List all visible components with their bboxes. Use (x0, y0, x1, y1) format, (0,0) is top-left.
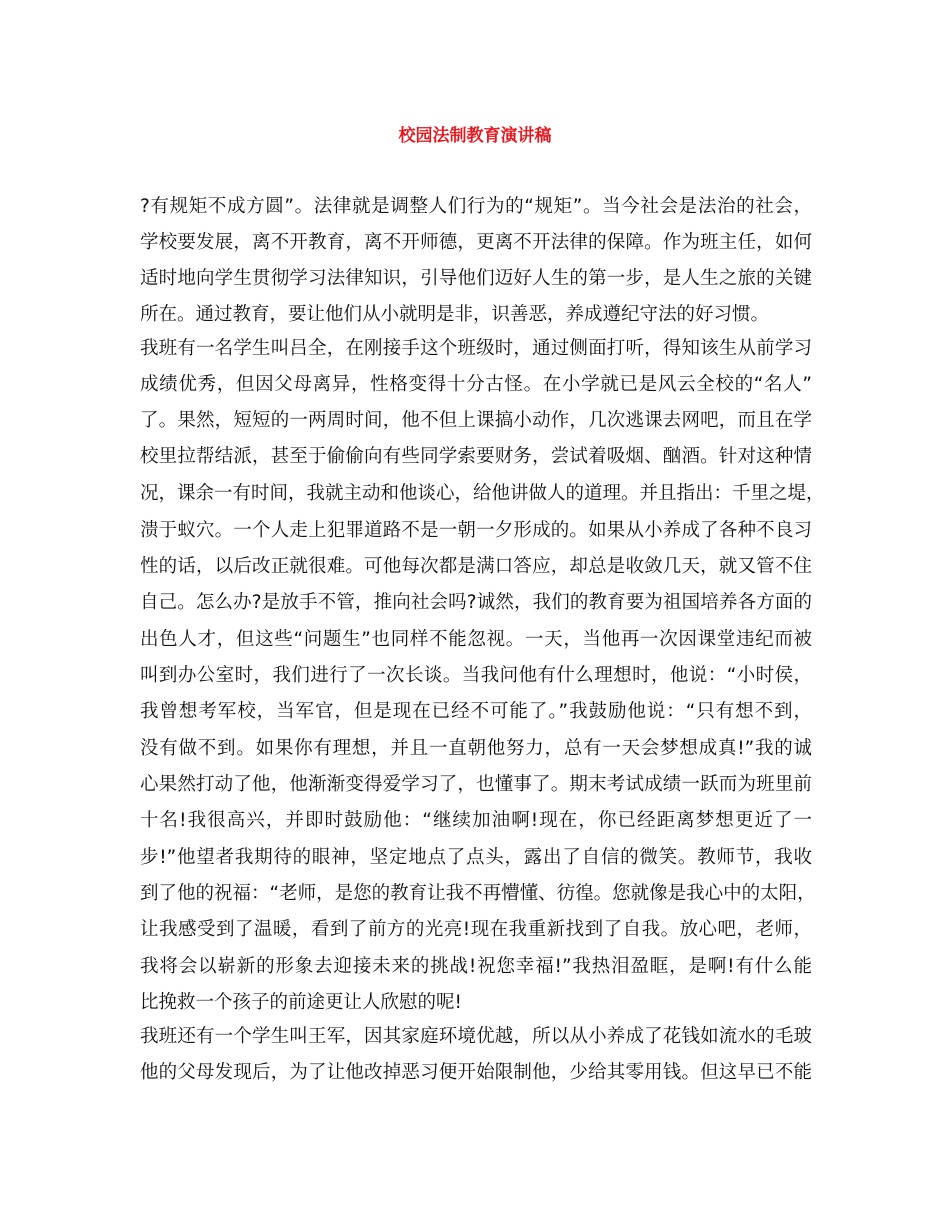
body-line: 我班还有一个学生叫王军，因其家庭环境优越，所以从小养成了花钱如流水的毛玻 (140, 1026, 812, 1047)
body-line: 让我感受到了温暖，看到了前方的光亮!现在我重新找到了自我。放心吧，老师， (140, 919, 812, 940)
body-line: 他的父母发现后，为了让他改掉恶习便开始限制他，少给其零用钱。但这早已不能 (140, 1062, 812, 1083)
body-line: 况，课余一有时间，我就主动和他谈心，给他讲做人的道理。并且指出：千里之堤， (140, 483, 825, 504)
body-line: 性的话，以后改正就很难。可他每次都是满口答应，却总是收敛几天，就又管不住 (140, 556, 812, 577)
body-line: 步!”他望者我期待的眼神，坚定地点了点头，露出了自信的微笑。教师节，我收 (140, 847, 812, 868)
body-line: 我班有一名学生叫吕全，在刚接手这个班级时，通过侧面打听，得知该生从前学习 (140, 338, 812, 359)
body-line: 所在。通过教育，要让他们从小就明是非，识善恶，养成遵纪守法的好习惯。 (140, 304, 770, 325)
document-title: 校园法制教育演讲稿 (398, 126, 552, 146)
body-line: 成绩优秀，但因父母离异，性格变得十分古怪。在小学就已是风云全校的“名人” (140, 374, 812, 395)
body-line: 我曾想考军校，当军官，但是现在已经不可能了。”我鼓励他说：“只有想不到， (140, 701, 812, 722)
body-line: 叫到办公室时，我们进行了一次长谈。当我问他有什么理想时，他说：“小时侯， (140, 665, 812, 686)
body-line: 我将会以崭新的形象去迎接未来的挑战!祝您幸福!”我热泪盈眶，是啊!有什么能 (140, 956, 812, 977)
body-line: 自己。怎么办?是放手不管，推向社会吗?诚然，我们的教育要为祖国培养各方面的 (140, 592, 812, 613)
body-line: 心果然打动了他，他渐渐变得爱学习了，也懂事了。期末考试成绩一跃而为班里前 (140, 774, 812, 795)
body-line: 校里拉帮结派，甚至于偷偷向有些同学索要财务，尝试着吸烟、酗酒。针对这种情 (140, 446, 812, 467)
body-line: 了。果然，短短的一两周时间，他不但上课搞小动作，几次逃课去网吧，而且在学 (140, 410, 812, 431)
body-line: 到了他的祝福：“老师，是您的教育让我不再懵懂、彷徨。您就像是我心中的太阳， (140, 883, 816, 904)
body-line: 学校要发展，离不开教育，离不开师德，更离不开法律的保障。作为班主任，如何 (140, 232, 812, 253)
body-line: 比挽救一个孩子的前途更让人欣慰的呢! (140, 992, 462, 1013)
body-line: 出色人才，但这些“问题生”也同样不能忽视。一天，当他再一次因课堂违纪而被 (140, 629, 812, 650)
body-line: 十名!我很高兴，并即时鼓励他：“继续加油啊!现在，你已经距离梦想更近了一 (140, 810, 812, 831)
body-line: 没有做不到。如果你有理想，并且一直朝他努力，总有一天会梦想成真!”我的诚 (140, 738, 812, 759)
body-line: 溃于蚁穴。一个人走上犯罪道路不是一朝一夕形成的。如果从小养成了各种不良习 (140, 520, 812, 541)
body-line: ?有规矩不成方圆”。法律就是调整人们行为的“规矩”。当今社会是法治的社会， (140, 196, 812, 217)
body-line: 适时地向学生贯彻学习法律知识，引导他们迈好人生的第一步，是人生之旅的关键 (140, 268, 812, 289)
